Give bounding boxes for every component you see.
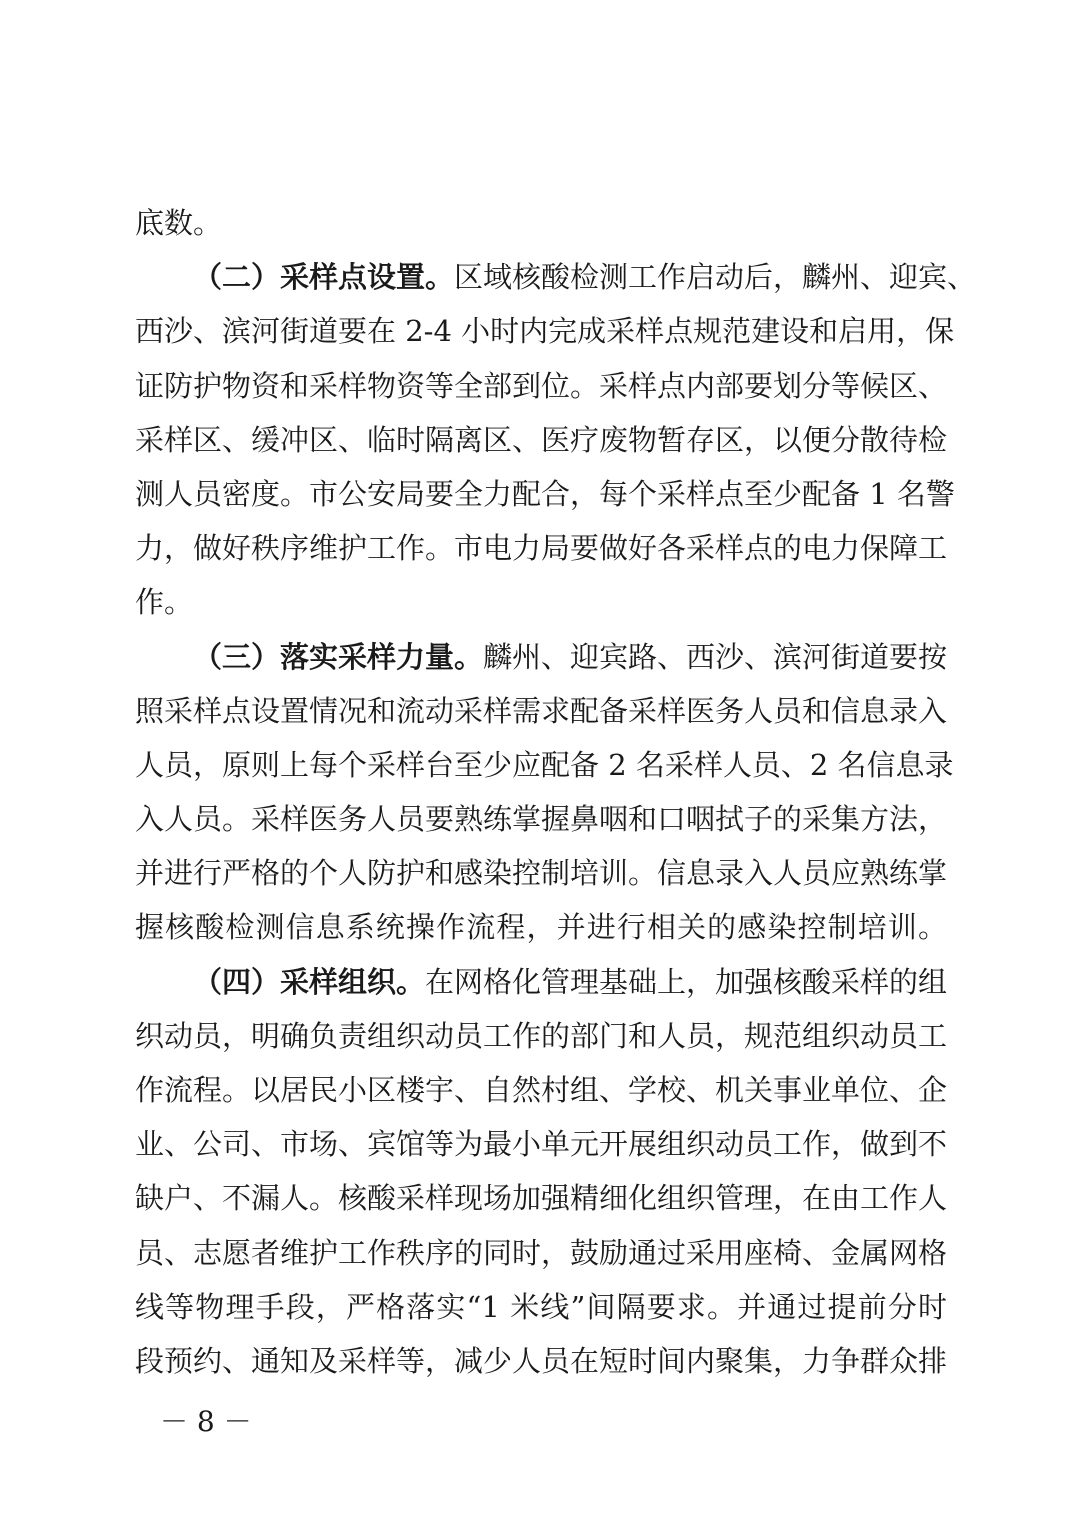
text-line	[135, 575, 947, 629]
line-text: 缺户、不漏人。核酸采样现场加强精细化组织管理，在由工作人	[135, 1181, 948, 1216]
line-text: 并进行严格的个人防护和感染控制培训。信息录入人员应熟练掌	[135, 856, 948, 891]
line-text: 西沙、滨河街道要在 2-4 小时内完成采样点规范建设和启用，保	[135, 314, 955, 349]
line-text: 业、公司、市场、宾馆等为最小单元开展组织动员工作，做到不	[135, 1127, 948, 1162]
text-line	[135, 521, 947, 575]
line-text: 底数。	[135, 206, 223, 240]
line-text: 员、志愿者维护工作秩序的同时，鼓励通过采用座椅、金属网格	[135, 1235, 948, 1270]
body-text	[135, 196, 977, 1388]
text-line	[135, 955, 947, 1009]
section-heading: （二）采样点设置。	[193, 260, 455, 295]
line-text: 区域核酸检测工作启动后，麟州、迎宾、	[454, 260, 977, 295]
line-text: 段预约、通知及采样等，减少人员在短时间内聚集，力争群众排	[135, 1343, 948, 1378]
line-text: 作流程。以居民小区楼宇、自然村组、学校、机关事业单位、企	[135, 1073, 948, 1107]
line-text: 力，做好秩序维护工作。市电力局要做好各采样点的电力保障工	[135, 531, 948, 566]
text-line	[135, 359, 947, 413]
text-line	[135, 1280, 947, 1334]
line-text: 织动员，明确负责组织动员工作的部门和人员，规范组织动员工	[135, 1018, 948, 1053]
line-text: 在网格化管理基础上，加强核酸采样的组	[425, 964, 948, 999]
text-line	[135, 1009, 947, 1063]
text-line	[135, 304, 955, 358]
line-text: 握核酸检测信息系统操作流程，并进行相关的感染控制培训。	[135, 910, 947, 945]
text-line	[135, 738, 954, 792]
text-line	[135, 684, 947, 738]
line-text: 麟州、迎宾路、西沙、滨河街道要按	[483, 639, 948, 674]
line-text: 作。	[135, 585, 194, 620]
text-line	[135, 250, 977, 304]
section-heading: （三）落实采样力量。	[193, 639, 484, 674]
line-text: 测人员密度。市公安局要全力配合，每个采样点至少配备 1 名警	[135, 476, 955, 511]
text-line	[135, 792, 947, 846]
text-line	[135, 413, 947, 467]
line-text: 入人员。采样医务人员要熟练掌握鼻咽和口咽拭子的采集方法，	[135, 802, 948, 837]
line-text: 照采样点设置情况和流动采样需求配备采样医务人员和信息录入	[135, 693, 948, 728]
text-line	[135, 900, 947, 954]
text-line	[135, 846, 947, 900]
section-heading: （四）采样组织。	[193, 964, 426, 999]
text-line	[135, 196, 947, 250]
line-text: 采样区、缓冲区、临时隔离区、医疗废物暂存区，以便分散待检	[135, 422, 948, 457]
line-text: 人员，原则上每个采样台至少应配备 2 名采样人员、2 名信息录	[135, 747, 954, 782]
line-text: 证防护物资和采样物资等全部到位。采样点内部要划分等候区、	[135, 368, 948, 403]
line-text: 线等物理手段，严格落实“1 米线”间隔要求。并通过提前分时	[135, 1289, 947, 1324]
text-line	[135, 467, 955, 521]
text-line	[135, 1063, 947, 1117]
text-line	[135, 630, 947, 684]
text-line	[135, 1171, 947, 1225]
text-line	[135, 1117, 947, 1171]
page-number: － 8 －	[160, 1405, 252, 1438]
text-line	[135, 1226, 947, 1280]
text-line	[135, 1334, 947, 1388]
